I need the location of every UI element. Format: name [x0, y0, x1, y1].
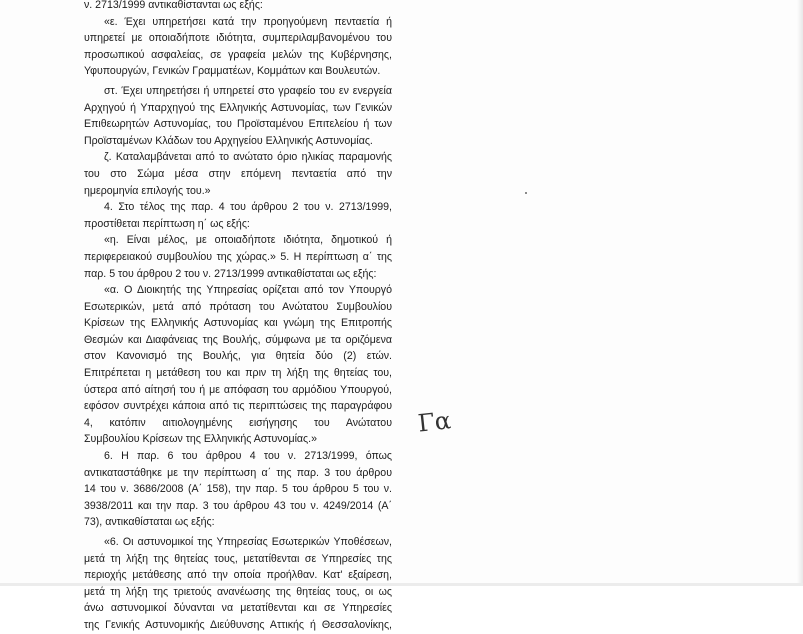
text-line: στ. Έχει υπηρετήσει ή υπηρετεί στο γραφείο του εν ενεργεία — [104, 84, 392, 97]
text-line: άνω αστυνομικοί δύνανται να μετατίθενται και σε Υπηρεσίες — [84, 602, 392, 615]
paragraph-i-and-5 — [84, 232, 392, 282]
text-line: Επιθεωρητών Αστυνομίας, του Προϊσταμένου Επιτελείου ή των — [84, 118, 392, 131]
paragraph-z — [84, 149, 392, 199]
text-line: Θεσμών και Διαφάνειας της Βουλής, σύμφωνα με τα οριζόμενα — [84, 333, 392, 346]
text-line: ζ. Καταλαμβάνεται από το ανώτατο όριο ηλικίας παραμονής — [104, 151, 392, 164]
paragraph-a — [84, 282, 392, 448]
text-line: «α. Ο Διοικητής της Υπηρεσίας ορίζεται από τον Υπουργό — [104, 284, 392, 297]
text-line: 4, κατόπιν αιτιολογημένης εισήγησης του Ανώτατου — [84, 416, 392, 429]
text-line: 3938/2011 και την παρ. 3 του άρθρου 43 του ν. 4249/2014 (Α΄ — [84, 499, 392, 512]
text-line: Εσωτερικών, μετά από πρόταση του Ανώτατου Συμβουλίου — [84, 300, 392, 313]
text-line: 6. Η παρ. 6 του άρθρου 4 του ν. 2713/1999, όπως — [104, 450, 392, 463]
paragraph-e — [84, 14, 392, 80]
text-line: αντικαταστάθηκε με την περίπτωση α΄ της παρ. 3 του άρθρου — [84, 466, 392, 479]
text-line: του στο Σώμα μέσα στην επόμενη πενταετία από την — [84, 167, 392, 180]
text-line: προσωπικού ασφαλείας, σε γραφεία μελών της Κυβέρνησης, — [84, 48, 392, 61]
text-line: 4. Στο τέλος της παρ. 4 του άρθρου 2 του ν. 2713/1999, — [104, 201, 392, 214]
text-line: ν. 2713/1999 αντικαθίστανται ως εξής: — [84, 0, 263, 11]
handwritten-annotation: Γα — [416, 406, 453, 438]
text-line: «6. Οι αστυνομικοί της Υπηρεσίας Εσωτερικών Υποθέσεων, — [104, 536, 392, 548]
text-line: ημερομηνία επιλογής του.» — [84, 184, 211, 197]
paragraph-st — [84, 83, 392, 149]
page-edge-shadow — [797, 0, 803, 586]
paragraph-6 — [84, 448, 392, 531]
text-line: ύστερα από αίτησή του ή με απόφαση του αρμόδιου Υπουργού, — [84, 383, 392, 396]
text-line: περιοχής μετάθεσης από την οποία προήλθαν. Κατ' εξαίρεση, — [84, 569, 392, 582]
paragraph-4 — [84, 199, 392, 232]
text-line: υπηρετεί με οποιαδήποτε ιδιότητα, συμπεριλαμβανομένου του — [84, 32, 392, 45]
text-line: περιφερειακού συμβουλίου της χώρας.» 5. Η περίπτωση α΄ της — [84, 250, 392, 263]
text-line: Κρίσεων της Ελληνικής Αστυνομίας και γνώμη της Επιτροπής — [84, 317, 392, 330]
text-line: Αρχηγού ή Υπαρχηγού της Ελληνικής Αστυνομίας, των Γενικών — [84, 101, 392, 114]
text-line: παρ. 5 του άρθρου 2 του ν. 2713/1999 αντικαθίσταται ως εξής: — [84, 267, 377, 280]
text-line: της Γενικής Αστυνομικής Διεύθυνσης Αττικής ή Θεσσαλονίκης, — [84, 618, 392, 631]
text-line: εφόσον συντρέχει κάποια από τις περιπτώσεις της παραγράφου — [84, 400, 392, 413]
text-line: προστίθεται περίπτωση η΄ ως εξής: — [84, 217, 250, 230]
text-line: Επιτρέπεται η μετάθεση του και πριν τη λήξη της θητείας του, — [84, 367, 392, 380]
text-line: Προϊσταμένων Κλάδων του Αρχηγείου Ελληνικής Αστυνομίας. — [84, 134, 373, 147]
text-line: 73), αντικαθίσταται ως εξής: — [84, 516, 215, 529]
document-text-column — [84, 0, 392, 634]
text-line: Υφυπουργών, Γενικών Γραμματέων, Κομμάτων και Βουλευτών. — [84, 65, 381, 78]
text-line: «η. Είναι μέλος, με οποιαδήποτε ιδιότητα, δημοτικού ή — [104, 234, 392, 247]
text-line: μετά τη λήξη της θητείας τους, μετατίθενται σε Υπηρεσίες της — [84, 552, 392, 565]
text-line: Συμβουλίου Κρίσεων της Ελληνικής Αστυνομίας.» — [84, 433, 317, 446]
scan-speck — [525, 192, 527, 194]
text-line: μετά τη λήξη της τριετούς ανανέωσης της θητείας τους, οι ως — [84, 585, 392, 598]
text-line: «ε. Έχει υπηρετήσει κατά την προηγούμενη πενταετία ή — [104, 15, 392, 28]
text-line: στον Κανονισμό της Βουλής, για θητεία δύο (2) ετών. — [84, 350, 392, 363]
text-line: 14 του ν. 3686/2008 (Α΄ 158), την παρ. 5 του άρθρου 5 του ν. — [84, 483, 392, 496]
paragraph-intro — [84, 0, 392, 14]
